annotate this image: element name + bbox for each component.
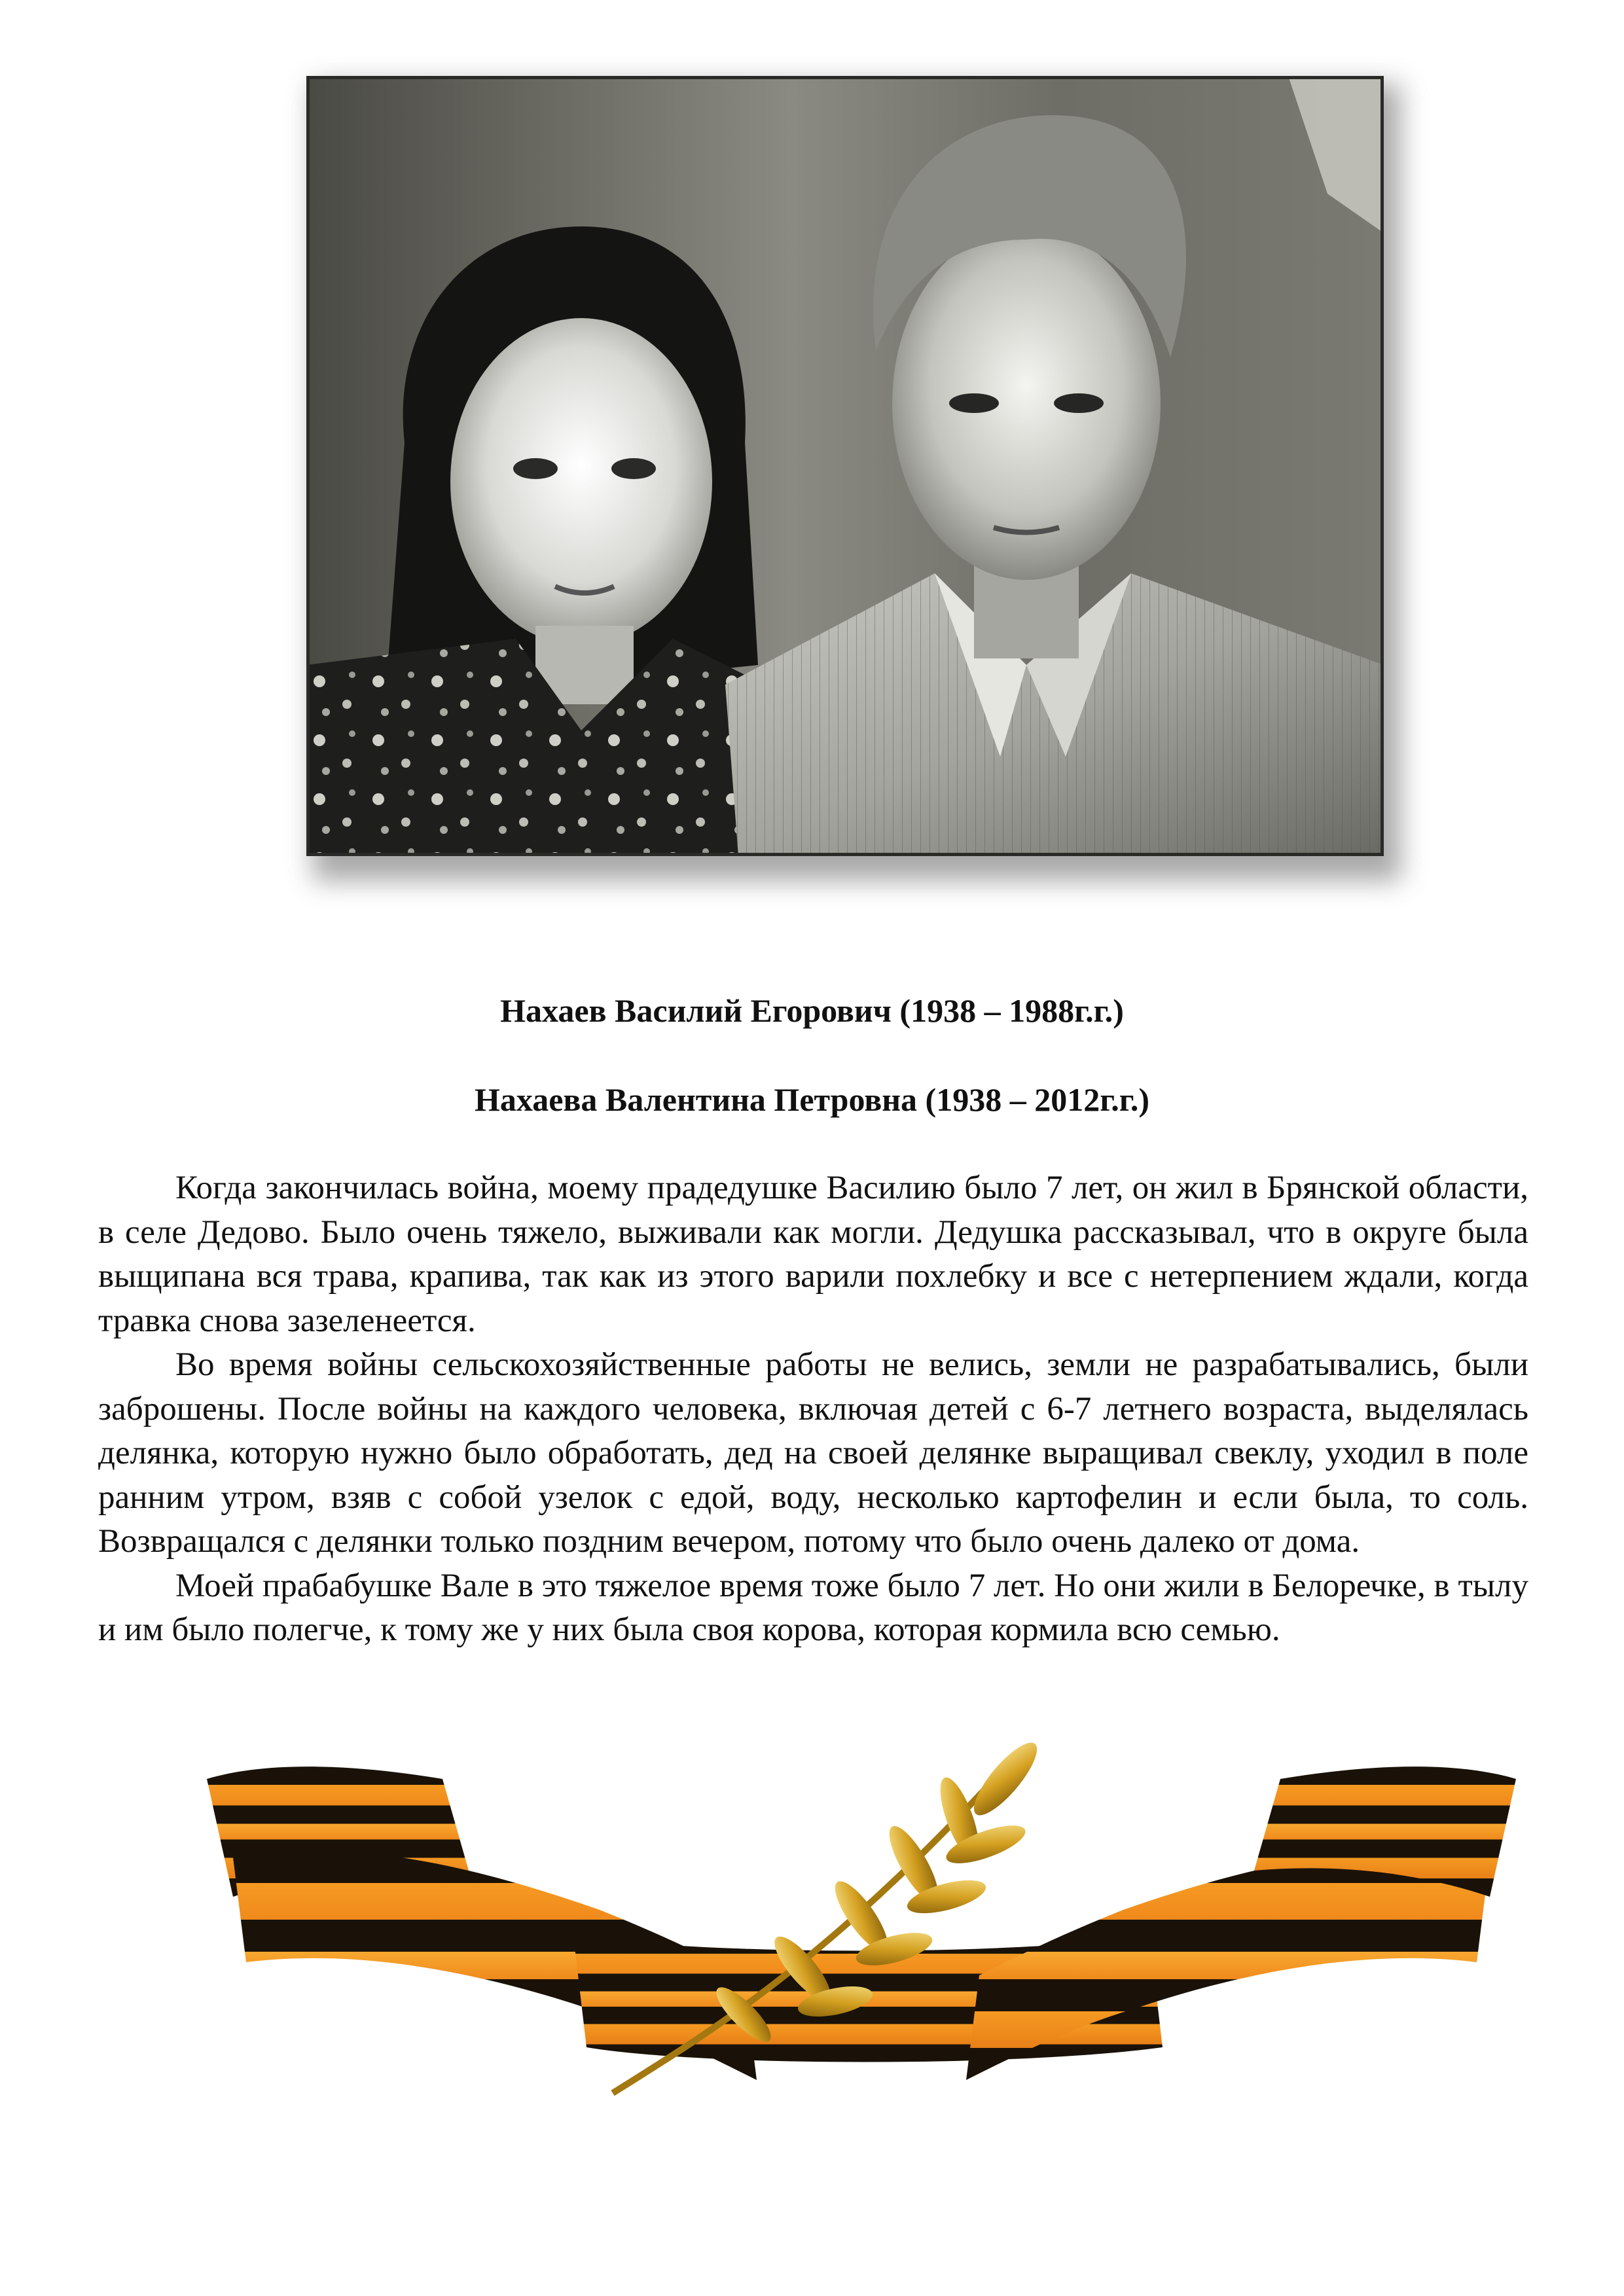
story-text <box>98 1166 1528 1653</box>
person-2-heading: Нахаева Валентина Петровна (1938 – 2012г.г.) <box>474 1081 1149 1118</box>
portrait-photo <box>306 76 1384 856</box>
person-1-heading: Нахаев Василий Егорович (1938 – 1988г.г.) <box>500 992 1124 1029</box>
paragraph-2: Во время войны сельскохозяйственные работы не велись, земли не разрабатывались, были заброшены. После войны на каждого человека, включая детей с 6-7 летнего возраста, выделялась делянка, которую нужно было обработать, дед на своей делянке выращивал свеклу, уходил в поле ранним утром, взяв с собой узелок с едой, воду, несколько картофелин и если была, то соль. Возвращался с делянки только поздним вечером, потому что было очень далеко от дома. <box>98 1346 1528 1560</box>
st-george-ribbon-icon <box>194 1740 1529 2119</box>
paragraph-3: Моей прабабушке Вале в это тяжелое время тоже было 7 лет. Но они жили в Белоречке, в тылу и им было полегче, к тому же у них была своя корова, которая кормила всю семью. <box>98 1567 1528 1648</box>
paragraph-1: Когда закончилась война, моему прадедушке Василию было 7 лет, он жил в Брянской области, в селе Дедово. Было очень тяжело, выживали как могли. Дедушка рассказывал, что в округе была выщипана вся трава, крапива, так как из этого варили похлебку и все с нетерпением ждали, когда травка снова зазеленеется. <box>98 1170 1528 1339</box>
